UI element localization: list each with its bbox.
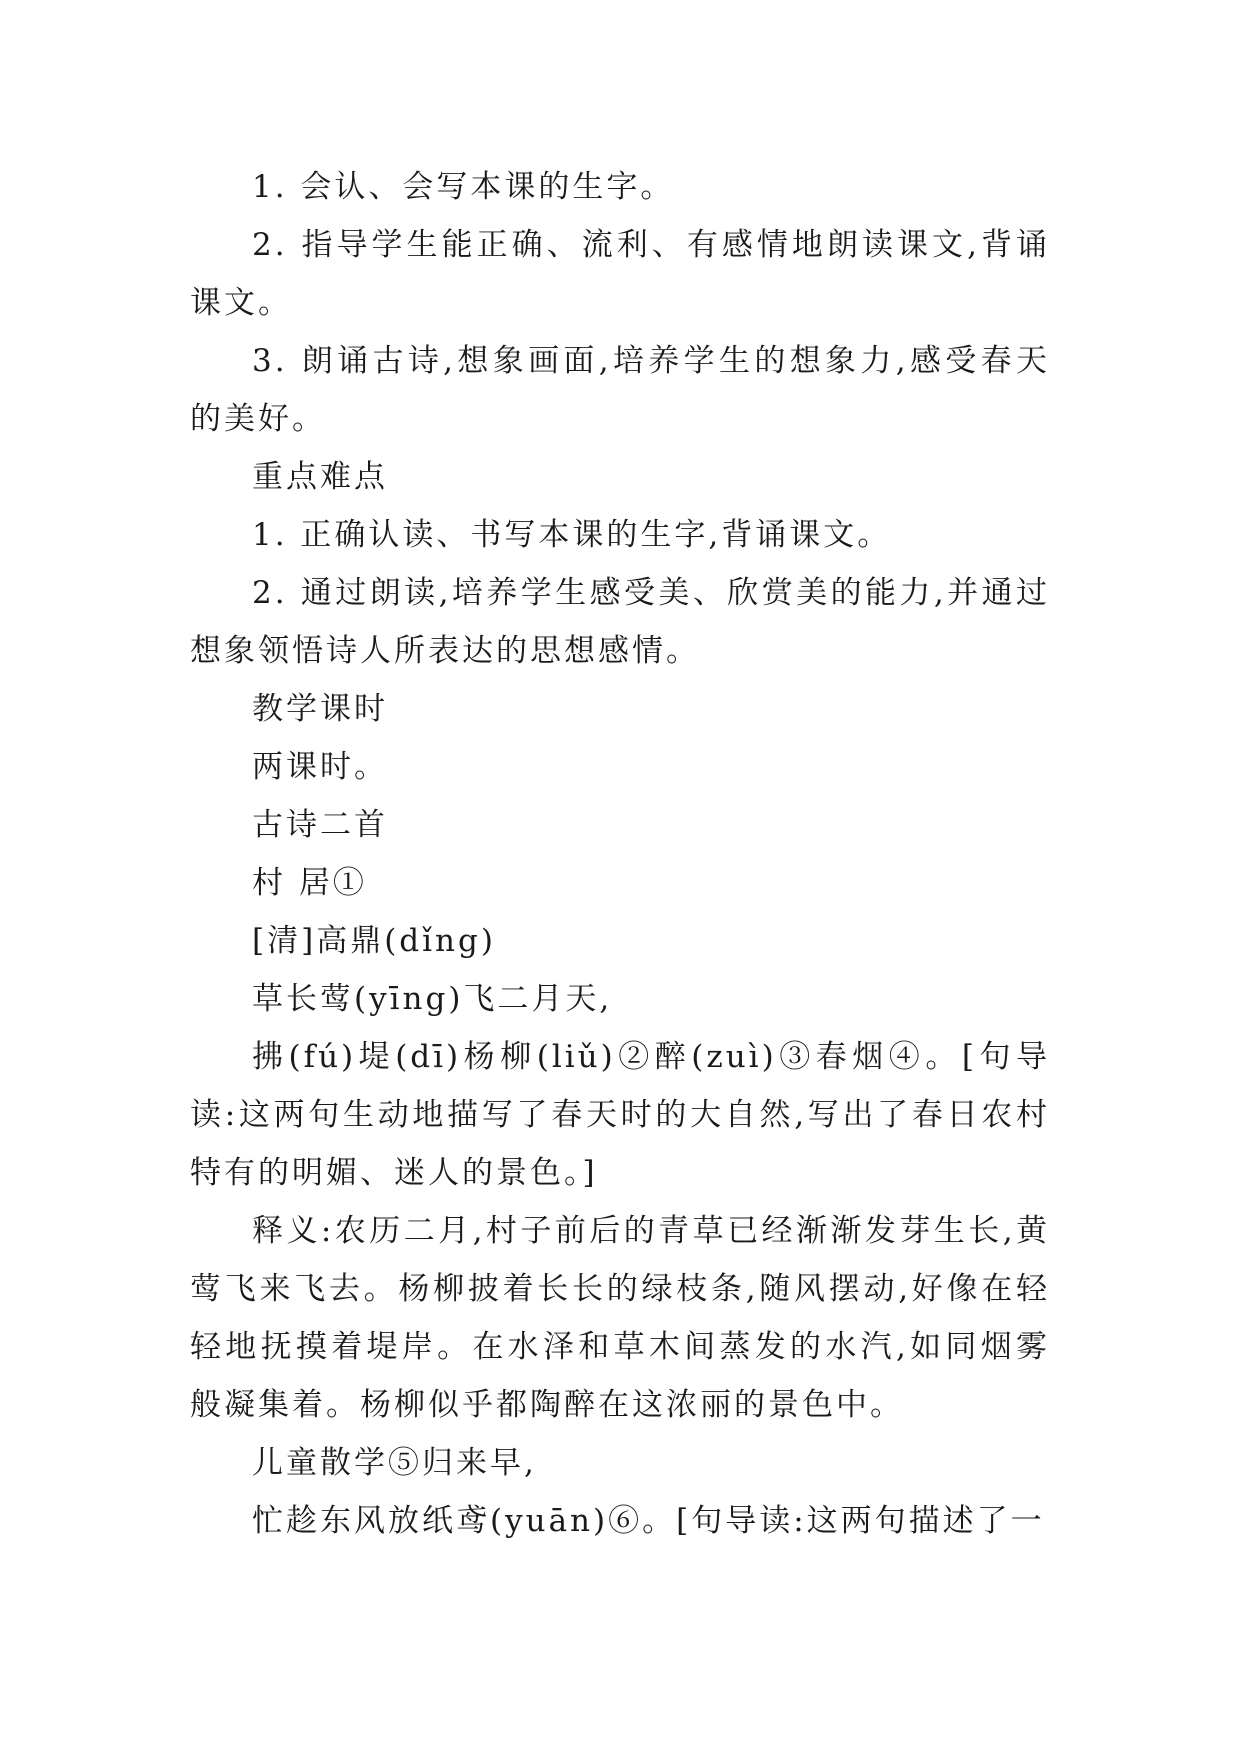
poem-author: [清]高鼎(dǐng) bbox=[252, 923, 496, 959]
objective-3: 3. 朗诵古诗,想象画面,培养学生的想象力,感受春天的美好。 bbox=[190, 343, 1050, 437]
document-body bbox=[190, 158, 1050, 1550]
section-heading-key-points: 重点难点 bbox=[252, 459, 388, 495]
key-point-2: 2. 通过朗读,培养学生感受美、欣赏美的能力,并通过想象领悟诗人所表达的思想感情。 bbox=[190, 575, 1050, 669]
poem-line-2-with-guide: 拂(fú)堤(dī)杨柳(liǔ)②醉(zuì)③春烟④。[句导读:这两句生动地描写了春天时的大自然,写出了春日农村特有的明媚、迷人的景色。] bbox=[190, 1039, 1050, 1191]
section-heading-two-poems: 古诗二首 bbox=[252, 807, 388, 843]
class-hours-value: 两课时。 bbox=[252, 749, 388, 785]
poem-title: 村 居① bbox=[252, 865, 367, 901]
poem-line-4-with-guide: 忙趁东风放纸鸢(yuān)⑥。[句导读:这两句描述了一 bbox=[252, 1503, 1045, 1539]
poem-line-1: 草长莺(yīng)飞二月天, bbox=[252, 981, 613, 1017]
poem-interpretation: 释义:农历二月,村子前后的青草已经渐渐发芽生长,黄莺飞来飞去。杨柳披着长长的绿枝条,随风摆动,好像在轻轻地抚摸着堤岸。在水泽和草木间蒸发的水汽,如同烟雾般凝集着。杨柳似乎都陶醉在这浓丽的景色中。 bbox=[190, 1213, 1050, 1423]
key-point-1: 1. 正确认读、书写本课的生字,背诵课文。 bbox=[252, 517, 892, 553]
section-heading-class-hours: 教学课时 bbox=[252, 691, 388, 727]
objective-1: 1. 会认、会写本课的生字。 bbox=[252, 169, 675, 205]
objective-2: 2. 指导学生能正确、流利、有感情地朗读课文,背诵课文。 bbox=[190, 227, 1050, 321]
poem-line-3: 儿童散学⑤归来早, bbox=[252, 1445, 537, 1481]
